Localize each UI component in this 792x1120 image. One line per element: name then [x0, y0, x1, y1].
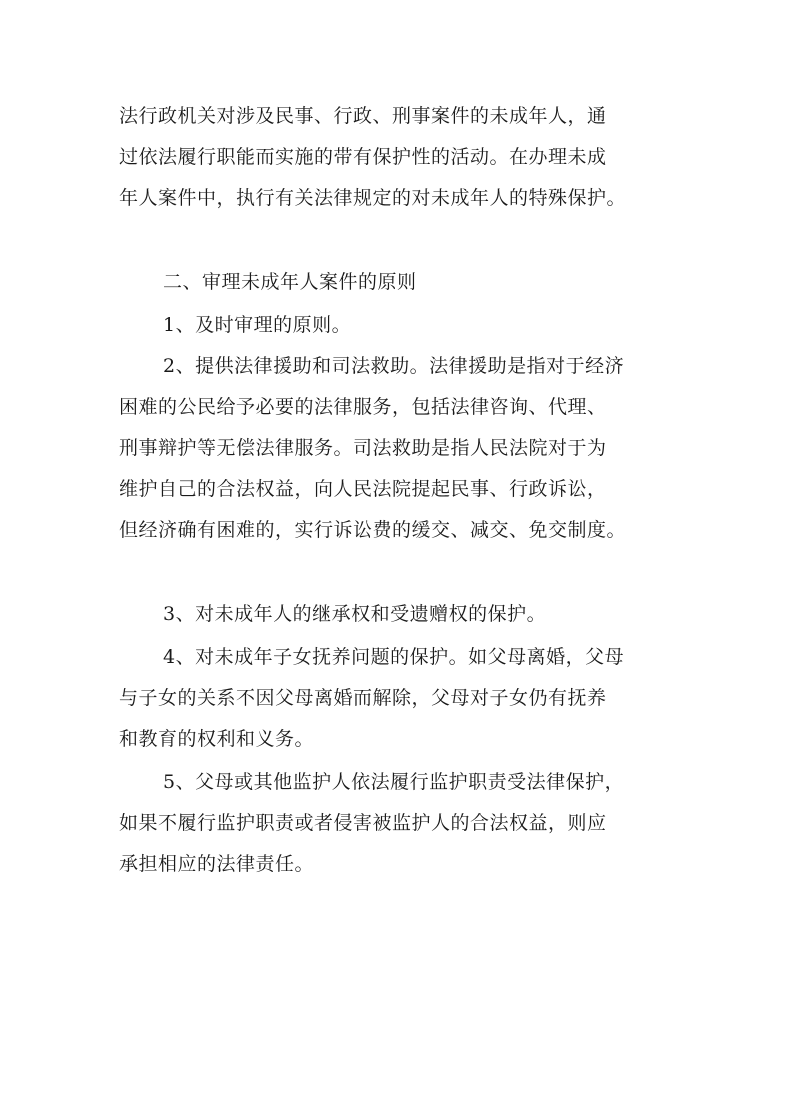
text-line: 2、提供法律援助和司法救助。法律援助是指对于经济 — [163, 355, 625, 377]
text-line: 困难的公民给予必要的法律服务，包括法律咨询、代理、 — [119, 396, 607, 418]
text-line: 5、父母或其他监护人依法履行监护职责受法律保护， — [163, 771, 625, 793]
text-line: 与子女的关系不因父母离婚而解除，父母对子女仍有抚养 — [119, 687, 607, 709]
text-line: 维护自己的合法权益，向人民法院提起民事、行政诉讼， — [119, 478, 607, 500]
text-line: 4、对未成年子女抚养问题的保护。如父母离婚，父母 — [163, 646, 625, 668]
text-line: 过依法履行职能而实施的带有保护性的活动。在办理未成 — [119, 146, 607, 168]
principle-5 — [119, 762, 679, 885]
text-line: 如果不履行监护职责或者侵害被监护人的合法权益，则应 — [119, 812, 607, 834]
text-line: 但经济确有困难的，实行诉讼费的缓交、减交、免交制度。 — [119, 519, 627, 541]
text-line: 1、及时审理的原则。 — [163, 314, 352, 336]
principle-4 — [119, 637, 679, 760]
principle-1 — [119, 305, 679, 346]
section-heading — [119, 262, 679, 303]
principle-2 — [119, 346, 679, 551]
text-line: 年人案件中，执行有关法律规定的对未成年人的特殊保护。 — [119, 187, 627, 209]
principle-3 — [119, 594, 679, 635]
section-heading-text: 二、审理未成年人案件的原则 — [163, 271, 417, 293]
paragraph-intro-continuation — [119, 96, 679, 219]
text-line: 3、对未成年人的继承权和受遗赠权的保护。 — [163, 603, 547, 625]
text-line: 承担相应的法律责任。 — [119, 853, 315, 875]
text-line: 刑事辩护等无偿法律服务。司法救助是指人民法院对于为 — [119, 437, 607, 459]
text-line: 和教育的权利和义务。 — [119, 728, 315, 750]
text-line: 法行政机关对涉及民事、行政、刑事案件的未成年人，通 — [119, 105, 607, 127]
